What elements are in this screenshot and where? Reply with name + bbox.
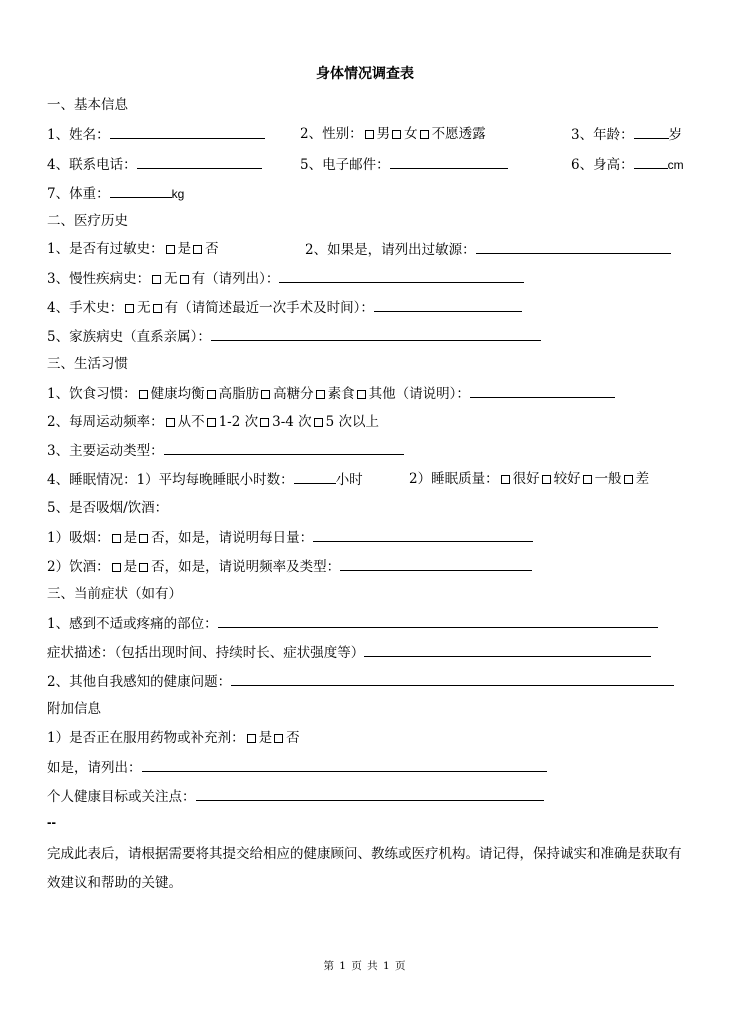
freq-1-2-label: 1-2 次 (218, 414, 259, 430)
age-label: 3、年龄： (571, 127, 634, 143)
surgery-field[interactable] (374, 298, 522, 312)
pain-row (47, 614, 658, 633)
weight-row (47, 184, 184, 203)
allergy-row (47, 240, 219, 258)
chronic-none-checkbox[interactable] (152, 275, 161, 284)
quality-good-checkbox[interactable] (542, 475, 551, 484)
surgery-row (47, 298, 522, 317)
pain-field[interactable] (218, 614, 658, 628)
drink-yes-checkbox[interactable] (112, 563, 121, 572)
gender-label: 2、性别： (300, 126, 363, 142)
goals-label: 个人健康目标或关注点： (47, 789, 196, 805)
weight-unit: kg (171, 187, 185, 201)
quality-verygood-checkbox[interactable] (501, 475, 510, 484)
section-heading-medical: 二、医疗历史 (47, 213, 128, 229)
surgery-have-checkbox[interactable] (153, 304, 162, 313)
chronic-row (47, 269, 524, 288)
goals-field[interactable] (196, 787, 544, 801)
gender-undisclosed-label: 不愿透露 (431, 126, 486, 142)
page-footer: 第 1 页 共 1 页 (323, 960, 407, 972)
section-heading-extra: 附加信息 (47, 701, 101, 717)
exercise-type-row (47, 441, 404, 460)
chronic-have-checkbox[interactable] (180, 275, 189, 284)
gender-female-checkbox[interactable] (392, 130, 401, 139)
phone-label: 4、联系电话： (47, 157, 137, 173)
exercise-freq-row (47, 413, 379, 431)
diet-highfat-label: 高脂肪 (218, 386, 260, 402)
name-label: 1、姓名： (47, 127, 110, 143)
quality-good-label: 较好 (553, 471, 581, 487)
chronic-none-label: 无 (164, 271, 178, 287)
meds-list-label: 如是，请列出： (47, 760, 142, 776)
meds-no-checkbox[interactable] (274, 734, 283, 743)
freq-never-label: 从不 (177, 414, 205, 430)
age-row (571, 125, 682, 144)
freq-3-4-checkbox[interactable] (260, 418, 269, 427)
exercise-freq-label: 2、每周运动频率： (47, 414, 164, 430)
sleep-quality-row (409, 470, 649, 488)
diet-highsugar-label: 高糖分 (273, 386, 314, 402)
freq-5plus-label: 5 次以上 (325, 414, 380, 430)
quality-average-checkbox[interactable] (583, 475, 592, 484)
meds-row (47, 729, 300, 747)
allergen-label: 2、如果是，请列出过敏源： (305, 242, 476, 258)
age-unit: 岁 (668, 127, 683, 143)
smoke-drink-label: 5、是否吸烟/饮酒： (47, 500, 169, 516)
quality-poor-checkbox[interactable] (624, 475, 633, 484)
gender-male-label: 男 (376, 126, 391, 142)
sleep-hours-field[interactable] (294, 470, 336, 484)
surgery-label: 4、手术史： (47, 300, 124, 316)
height-label: 6、身高： (571, 157, 634, 173)
surgery-none-label: 无 (137, 300, 151, 316)
section-heading-basic: 一、基本信息 (47, 97, 128, 113)
email-field[interactable] (390, 155, 508, 169)
describe-field[interactable] (364, 643, 651, 657)
other-issues-label: 2、其他自我感知的健康问题： (47, 674, 232, 690)
quality-poor-label: 差 (635, 471, 650, 487)
diet-balanced-checkbox[interactable] (139, 390, 148, 399)
meds-list-row (47, 758, 547, 777)
diet-balanced-label: 健康均衡 (150, 386, 205, 402)
quality-average-label: 一般 (594, 471, 622, 487)
surgery-have-label: 有（请简述最近一次手术及时间）： (164, 300, 374, 316)
freq-never-checkbox[interactable] (166, 418, 175, 427)
diet-other-label: 其他（请说明）： (368, 386, 470, 402)
allergen-field[interactable] (476, 240, 671, 254)
chronic-have-label: 有（请列出）： (191, 271, 280, 287)
exercise-type-field[interactable] (164, 441, 404, 455)
gender-female-label: 女 (404, 126, 418, 142)
family-field[interactable] (211, 327, 541, 341)
sleep-quality-label: 2）睡眠质量： (409, 471, 499, 487)
describe-row (47, 643, 651, 662)
gender-male-checkbox[interactable] (365, 130, 374, 139)
exercise-type-label: 3、主要运动类型： (47, 443, 164, 459)
smoke-label: 1）吸烟： (47, 530, 110, 546)
age-field[interactable] (634, 125, 669, 139)
gender-undisclosed-checkbox[interactable] (420, 130, 429, 139)
allergy-no-label: 否 (205, 241, 219, 257)
pain-label: 1、感到不适或疼痛的部位： (47, 616, 218, 632)
freq-3-4-label: 3-4 次 (272, 414, 312, 430)
smoke-row (47, 528, 533, 547)
weight-field[interactable] (110, 184, 172, 198)
phone-row (47, 155, 262, 174)
smoke-yes-checkbox[interactable] (112, 534, 121, 543)
diet-vegetarian-label: 素食 (327, 386, 355, 402)
diet-highfat-checkbox[interactable] (207, 390, 216, 399)
page-title: 身体情况调查表 (316, 66, 414, 82)
freq-5plus-checkbox[interactable] (314, 418, 323, 427)
freq-1-2-checkbox[interactable] (207, 418, 216, 427)
name-row (47, 125, 265, 144)
drink-no-checkbox[interactable] (139, 563, 148, 572)
height-row (571, 155, 684, 174)
quality-verygood-label: 很好 (512, 471, 540, 487)
meds-yes-label: 是 (258, 730, 273, 746)
section-heading-lifestyle: 三、生活习惯 (47, 356, 128, 372)
meds-no-label: 否 (286, 730, 300, 746)
sleep-label: 4、睡眠情况：1）平均每晚睡眠小时数： (47, 472, 294, 488)
drink-row (47, 557, 532, 576)
allergy-no-checkbox[interactable] (193, 245, 202, 254)
diet-vegetarian-checkbox[interactable] (316, 390, 325, 399)
diet-label: 1、饮食习惯： (47, 386, 137, 402)
section-heading-symptoms: 三、当前症状（如有） (47, 586, 182, 602)
height-unit: cm (667, 158, 684, 172)
chronic-label: 3、慢性疾病史： (47, 271, 151, 287)
meds-list-field[interactable] (142, 758, 547, 772)
name-field[interactable] (110, 125, 265, 139)
gender-row (300, 125, 486, 143)
drink-yes-label: 是 (123, 559, 138, 575)
smoke-no-checkbox[interactable] (139, 534, 148, 543)
weight-label: 7、体重： (47, 186, 110, 202)
chronic-field[interactable] (279, 269, 524, 283)
diet-row (47, 384, 615, 403)
separator: -- (47, 815, 56, 830)
meds-label: 1）是否正在服用药物或补充剂： (47, 730, 245, 746)
family-row (47, 327, 541, 346)
surgery-none-checkbox[interactable] (125, 304, 134, 313)
sleep-row (47, 470, 363, 489)
other-issues-row (47, 672, 674, 691)
email-label: 5、电子邮件： (300, 157, 390, 173)
height-field[interactable] (634, 155, 668, 169)
meds-yes-checkbox[interactable] (247, 734, 256, 743)
smoke-detail-label: 否，如是，请说明每日量： (151, 530, 314, 546)
drink-label: 2）饮酒： (47, 559, 110, 575)
allergen-row (305, 240, 671, 259)
allergy-yes-checkbox[interactable] (166, 245, 175, 254)
closing-paragraph: 完成此表后，请根据需要将其提交给相应的健康顾问、教练或医疗机构。请记得，保持诚实和准确是获取有效建议和帮助的关键。 (47, 846, 682, 891)
allergy-yes-label: 是 (177, 241, 192, 257)
diet-highsugar-checkbox[interactable] (261, 390, 270, 399)
sleep-unit: 小时 (335, 472, 363, 488)
diet-other-checkbox[interactable] (357, 390, 366, 399)
diet-other-field[interactable] (470, 384, 615, 398)
phone-field[interactable] (137, 155, 262, 169)
allergy-label: 1、是否有过敏史： (47, 241, 164, 257)
smoke-yes-label: 是 (123, 530, 138, 546)
goals-row (47, 787, 544, 806)
email-row (300, 155, 508, 174)
drink-frequency-field[interactable] (340, 557, 532, 571)
family-label: 5、家族病史（直系亲属）： (47, 329, 211, 345)
other-issues-field[interactable] (231, 672, 674, 686)
drink-detail-label: 否，如是，请说明频率及类型： (151, 559, 341, 575)
smoke-amount-field[interactable] (313, 528, 533, 542)
describe-label: 症状描述：（包括出现时间、持续时长、症状强度等） (47, 645, 365, 661)
